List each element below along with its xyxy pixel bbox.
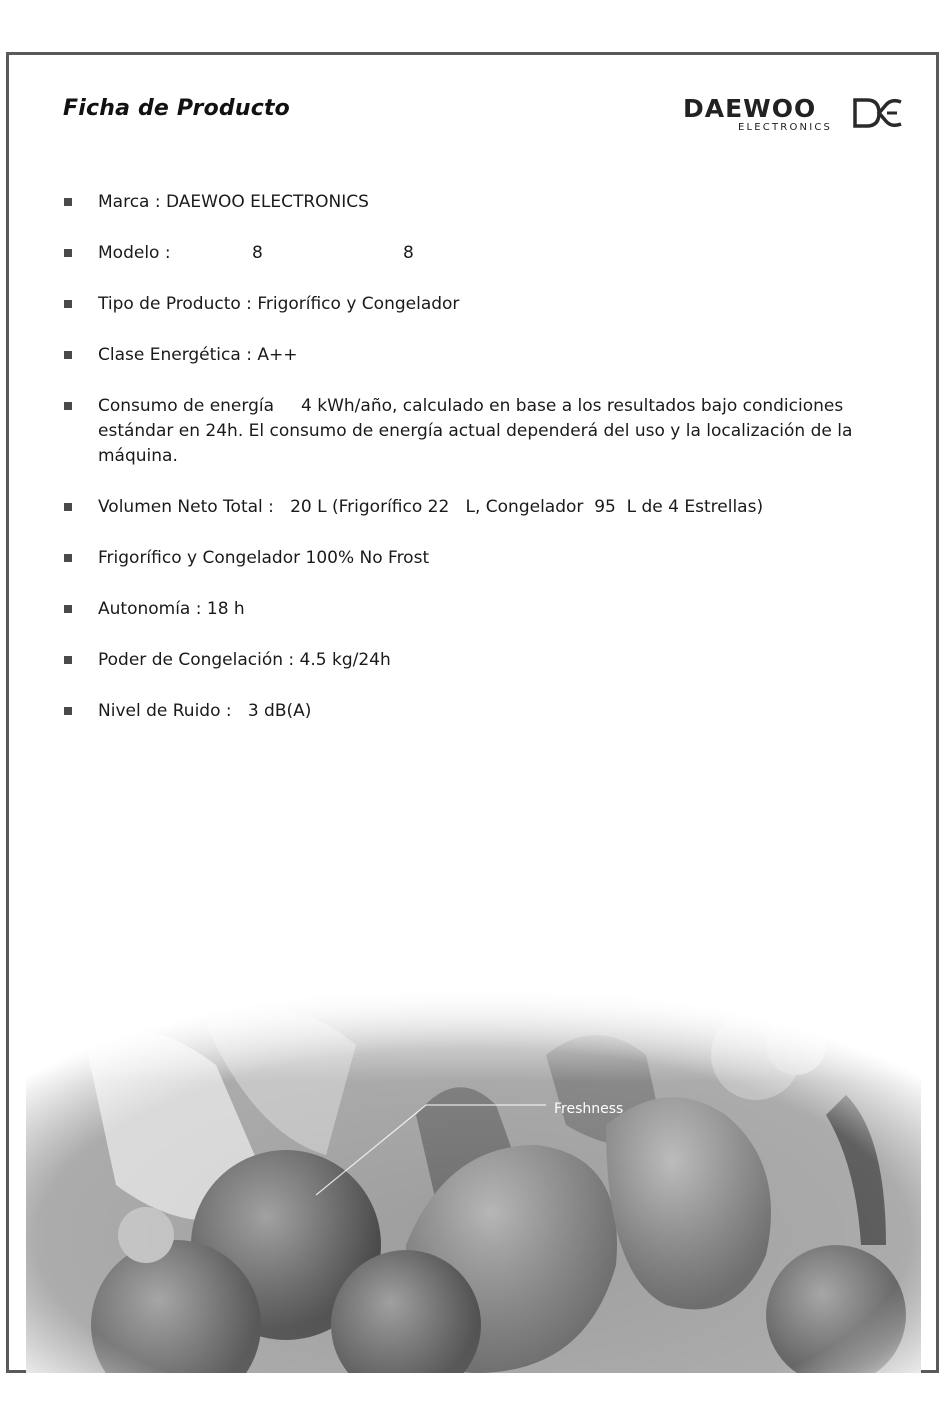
spec-text: Marca : DAEWOO ELECTRONICS	[98, 192, 369, 212]
logo-wordmark: DAEWOO	[683, 94, 817, 123]
spec-product-type	[63, 292, 853, 317]
spec-text: Poder de Congelación : 4.5 kg/24h	[98, 650, 391, 670]
daewoo-logo	[683, 94, 905, 136]
model-value: 8	[252, 243, 263, 263]
spec-text: Autonomía : 18 h	[98, 599, 245, 619]
spec-list	[63, 190, 858, 724]
bullet-icon	[64, 402, 72, 410]
spec-text: Clase Energética : A++	[98, 345, 298, 365]
bullet-icon	[64, 351, 72, 359]
bullet-icon	[64, 554, 72, 562]
spec-text: Modelo :	[98, 243, 171, 263]
spec-model	[63, 241, 853, 266]
bullet-icon	[64, 198, 72, 206]
bullet-icon	[64, 707, 72, 715]
spec-text: Nivel de Ruido : 3 dB(A)	[98, 701, 312, 721]
logo-subtitle: ELECTRONICS	[738, 122, 833, 133]
spec-brand	[63, 190, 853, 215]
model-value: 8	[403, 243, 414, 263]
bullet-icon	[64, 503, 72, 511]
bullet-icon	[64, 300, 72, 308]
spec-no-frost	[63, 546, 853, 571]
daewoo-tulip-icon	[851, 96, 905, 130]
spec-energy-consumption	[63, 394, 858, 469]
spec-noise-level	[63, 699, 853, 724]
page-title: Ficha de Producto	[63, 96, 290, 121]
spec-freezing-power	[63, 648, 853, 673]
spec-text: Volumen Neto Total : 20 L (Frigorífico 22 L, Congelador 95 L de 4 Estrellas)	[98, 497, 764, 517]
spec-volume	[63, 495, 853, 520]
bullet-icon	[64, 656, 72, 664]
bullet-icon	[64, 605, 72, 613]
vegetables-photo	[26, 985, 921, 1373]
spec-autonomy	[63, 597, 853, 622]
spec-energy-class	[63, 343, 853, 368]
bullet-icon	[64, 249, 72, 257]
spec-text: Frigorífico y Congelador 100% No Frost	[98, 548, 430, 568]
spec-text: Tipo de Producto : Frigorífico y Congelador	[98, 294, 460, 314]
spec-text: Consumo de energía 4 kWh/año, calculado en base a los resultados bajo condiciones estándar en 24h. El consumo de energía actual dependerá del uso y la localización de la máquina.	[98, 396, 858, 466]
